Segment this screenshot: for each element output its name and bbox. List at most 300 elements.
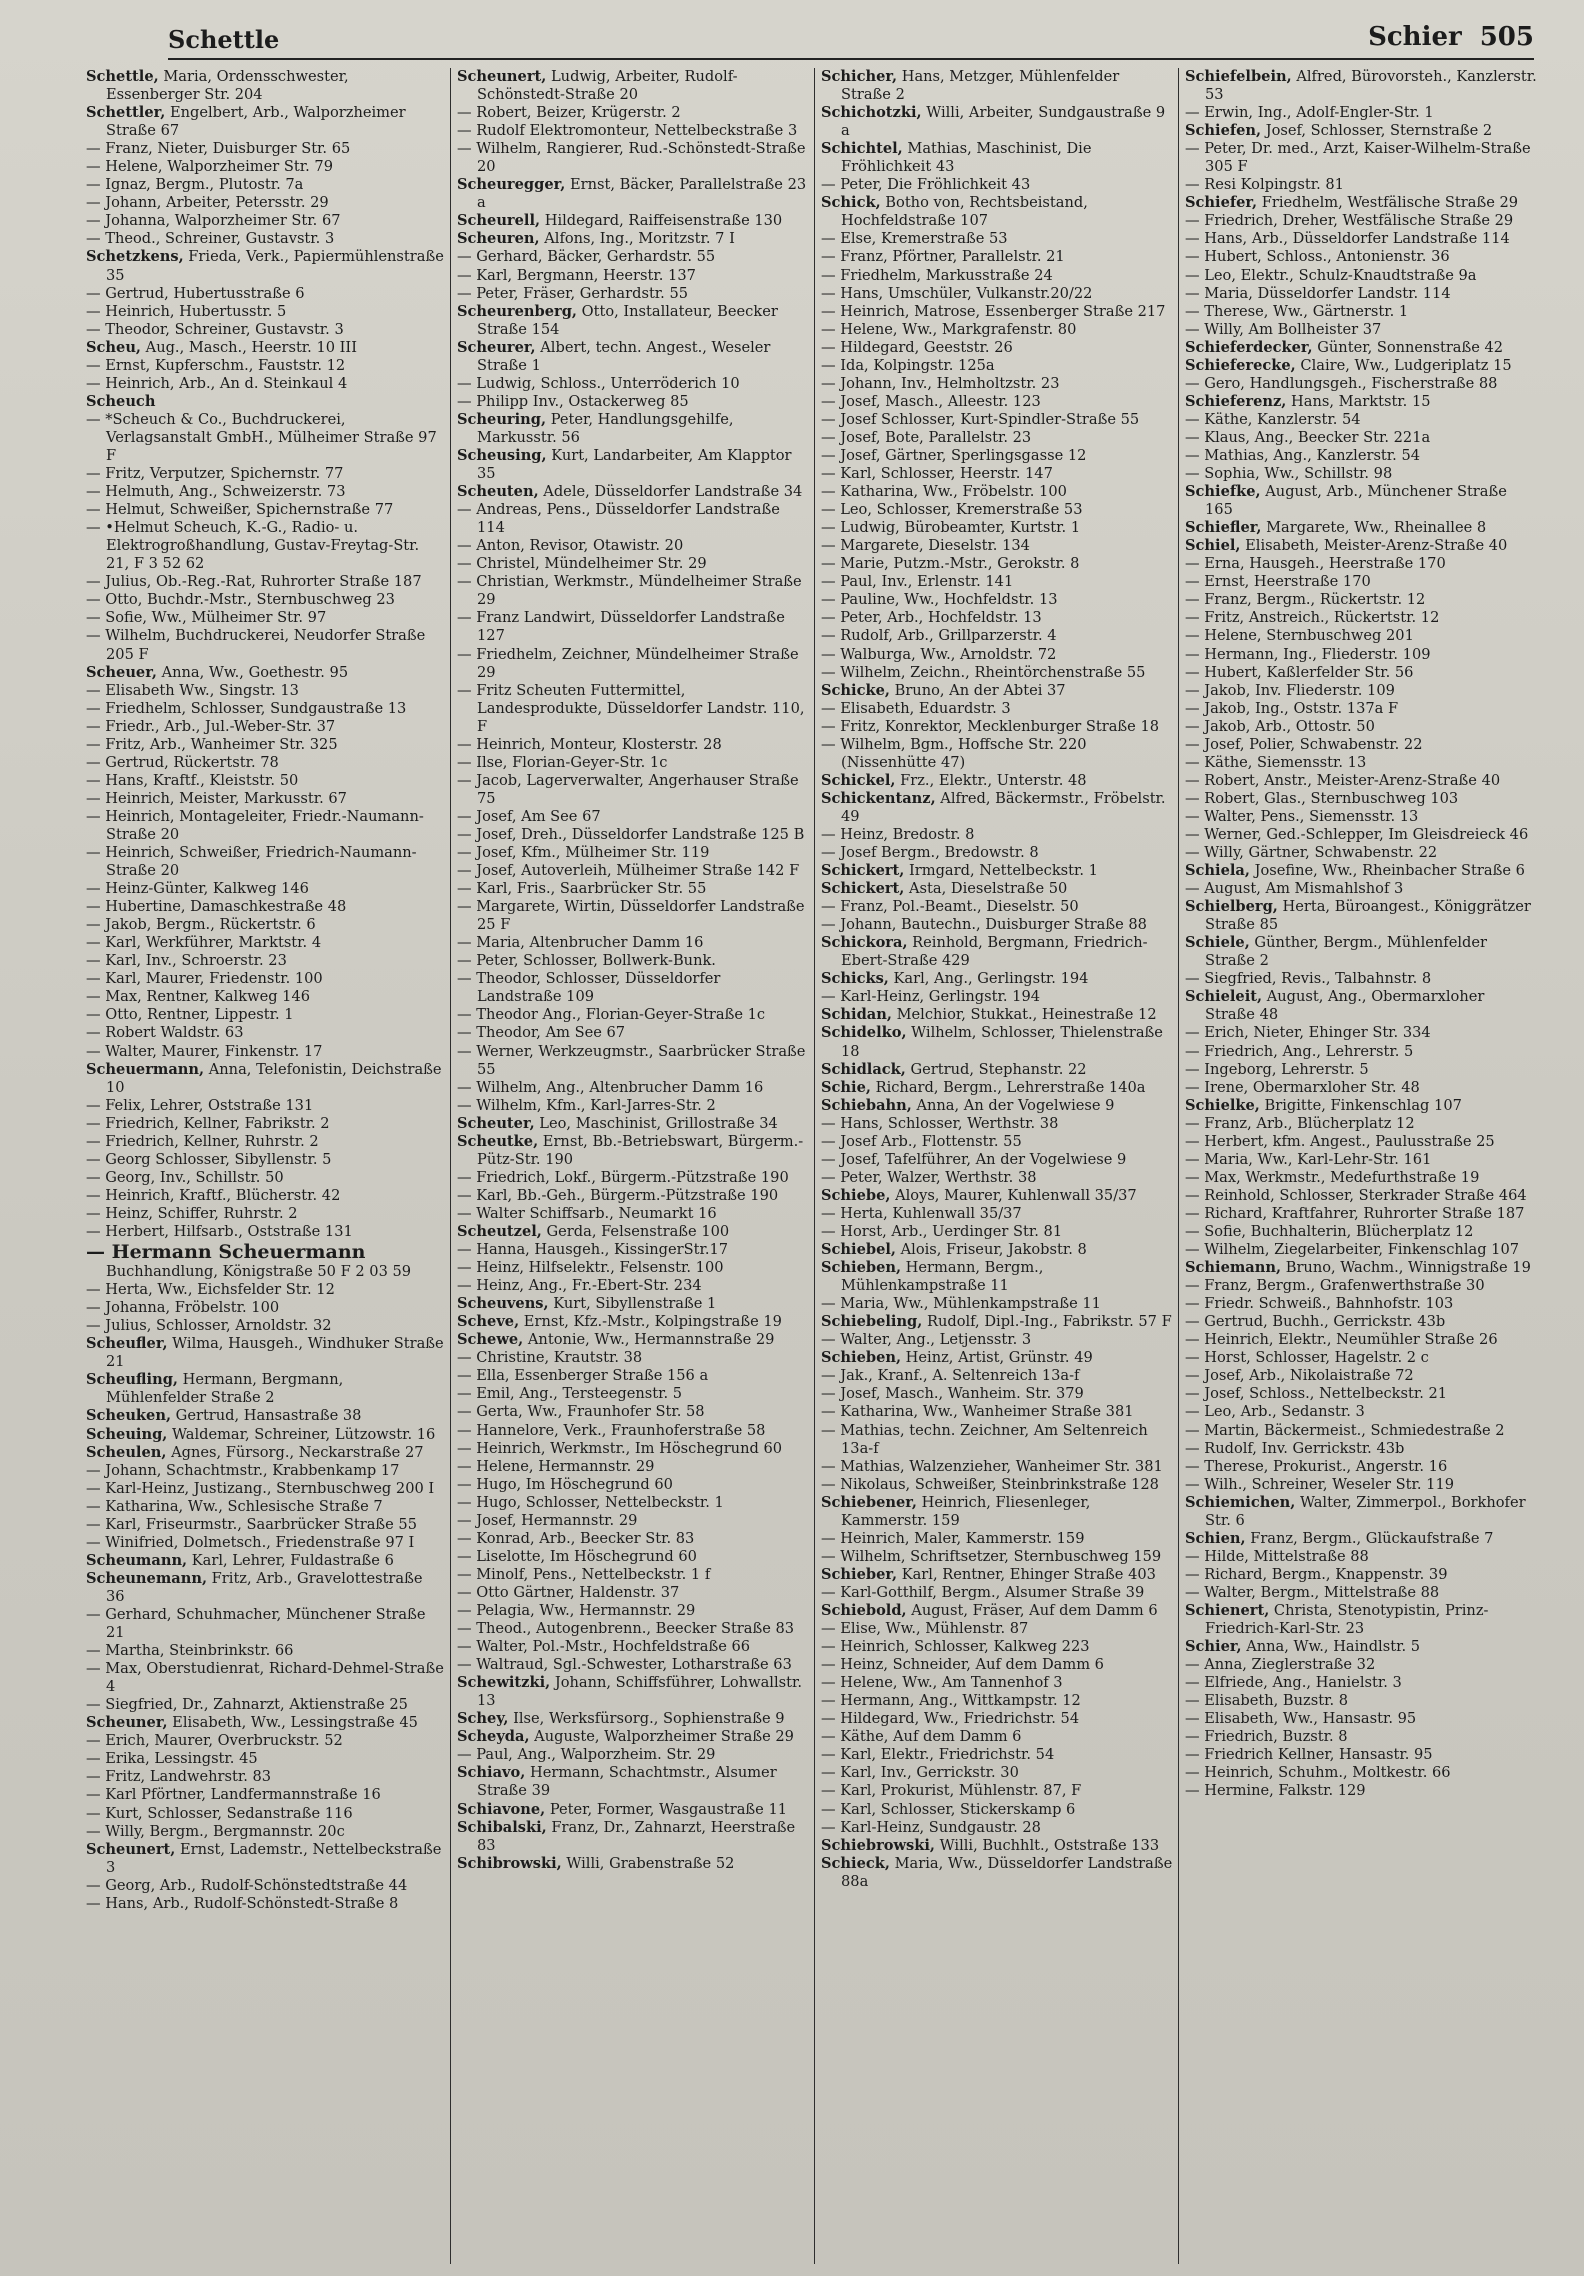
directory-entry	[1185, 646, 1537, 664]
directory-entry	[821, 591, 1173, 609]
entry-details: — Heinrich, Schlosser, Kalkweg 223	[821, 1638, 1090, 1656]
entry-surname: Schiele,	[1185, 934, 1250, 952]
entry-details: — Paul, Ang., Walporzheim. Str. 29	[457, 1746, 716, 1764]
directory-entry	[457, 375, 809, 393]
entry-details: — Helmut, Schweißer, Spichernstraße 77	[86, 501, 394, 519]
entry-details: — Therese, Ww., Gärtnerstr. 1	[1185, 302, 1409, 320]
entry-details: Hans, Marktstr. 15	[1286, 392, 1431, 410]
entry-details: — Hermann, Ing., Fliederstr. 109	[1185, 645, 1431, 663]
directory-entry	[457, 1115, 809, 1133]
entry-details: — Josef, Arb., Nikolaistraße 72	[1185, 1367, 1414, 1385]
directory-entry	[821, 411, 1173, 429]
directory-entry	[1185, 1115, 1537, 1133]
directory-entry	[86, 988, 445, 1006]
entry-details: — Jakob, Ing., Oststr. 137a F	[1185, 699, 1399, 717]
directory-entry	[86, 736, 445, 754]
entry-details: Aug., Masch., Heerstr. 10 III	[141, 338, 357, 356]
directory-entry	[86, 1133, 445, 1151]
entry-details: — Heinz, Schneider, Auf dem Damm 6	[821, 1656, 1104, 1674]
entry-details: — Heinrich, Montageleiter, Friedr.-Naumann-Straße 20	[86, 807, 424, 843]
entry-surname: Schickel,	[821, 771, 896, 789]
directory-entry	[86, 285, 445, 303]
directory-entry	[457, 393, 809, 411]
directory-entry	[821, 248, 1173, 266]
entry-details: — Christel, Mündelheimer Str. 29	[457, 555, 707, 573]
entry-surname: Schiela,	[1185, 862, 1250, 880]
entry-details: — Karl, Schlosser, Stickerskamp 6	[821, 1800, 1076, 1818]
directory-entry	[457, 1476, 809, 1494]
directory-entry	[457, 1024, 809, 1042]
entry-details: — Willy, Am Bollheister 37	[1185, 320, 1382, 338]
entry-details: — Karl, Bergmann, Heerstr. 137	[457, 266, 696, 284]
entry-surname: Schier,	[1185, 1638, 1242, 1656]
entry-details: — Karl, Prokurist, Mühlenstr. 87, F	[821, 1782, 1082, 1800]
directory-entry	[457, 1801, 809, 1819]
directory-entry	[457, 1566, 809, 1584]
entry-surname: Schickert,	[821, 880, 905, 898]
entry-details: Adele, Düsseldorfer Landstraße 34	[538, 483, 803, 501]
directory-entry	[821, 501, 1173, 519]
directory-entry	[821, 1458, 1173, 1476]
directory-entry	[821, 1837, 1173, 1855]
entry-details: — Josef, Am See 67	[457, 807, 601, 825]
directory-entry	[1185, 790, 1537, 808]
entry-details: — Peter, Arb., Hochfeldstr. 13	[821, 609, 1042, 627]
entry-details: — Erna, Hausgeh., Heerstraße 170	[1185, 555, 1446, 573]
entry-surname: Schielke,	[1185, 1096, 1260, 1114]
directory-entry	[457, 1295, 809, 1313]
entry-details: Ludwig, Arbeiter, Rudolf-Schönstedt-Straße 20	[477, 68, 738, 104]
directory-entry	[821, 736, 1173, 772]
entry-details: Engelbert, Arb., Walporzheimer Straße 67	[106, 104, 406, 140]
directory-entry	[1185, 1097, 1537, 1115]
entry-details: — Georg, Inv., Schillstr. 50	[86, 1168, 284, 1186]
directory-entry	[821, 1692, 1173, 1710]
directory-entry	[86, 1317, 445, 1335]
entry-details: Gertrud, Hansastraße 38	[171, 1407, 362, 1425]
entry-details: — Katharina, Ww., Fröbelstr. 100	[821, 483, 1067, 501]
entry-surname: Scheuter,	[457, 1114, 535, 1132]
directory-entry	[457, 1458, 809, 1476]
entry-details: — Erich, Maurer, Overbruckstr. 52	[86, 1732, 343, 1750]
entry-details: Friedhelm, Westfälische Straße 29	[1257, 194, 1519, 212]
directory-entry	[1185, 1458, 1537, 1476]
directory-entry	[86, 1299, 445, 1317]
directory-entry	[1185, 1710, 1537, 1728]
entry-surname: Schiel,	[1185, 537, 1241, 555]
entry-details: — Käthe, Siemensstr. 13	[1185, 753, 1367, 771]
entry-details: — Heinrich, Schweißer, Friedrich-Naumann-Straße 20	[86, 844, 417, 880]
directory-entry	[1185, 1151, 1537, 1169]
directory-entry	[86, 1371, 445, 1407]
directory-entry	[1185, 609, 1537, 627]
directory-entry	[86, 1115, 445, 1133]
entry-details: — Wilhelm, Rangierer, Rud.-Schönstedt-Straße 20	[457, 140, 806, 176]
directory-entry	[86, 1444, 445, 1462]
directory-entry	[457, 1367, 809, 1385]
entry-surname: Schick,	[821, 194, 881, 212]
directory-entry	[821, 1006, 1173, 1024]
directory-entry	[457, 1187, 809, 1205]
directory-entry	[457, 1530, 809, 1548]
directory-entry	[1185, 1728, 1537, 1746]
entry-details: — Erwin, Ing., Adolf-Engler-Str. 1	[1185, 104, 1434, 122]
entry-details: — Johann, Bautechn., Duisburger Straße 88	[821, 916, 1147, 934]
directory-entry	[86, 1187, 445, 1205]
entry-details: — Friedhelm, Schlosser, Sundgaustraße 13	[86, 699, 407, 717]
entry-surname: Schettle,	[86, 68, 159, 85]
entry-surname: Scheunert,	[86, 1840, 176, 1858]
entry-details: Ilse, Werksfürsorg., Sophienstraße 9	[508, 1710, 785, 1728]
entry-details: — Walter, Pens., Siemensstr. 13	[1185, 807, 1419, 825]
entry-surname: Scheuvens,	[457, 1295, 549, 1313]
directory-entry	[1185, 176, 1537, 194]
entry-details: — Robert Waldstr. 63	[86, 1024, 244, 1042]
entry-details: — Mathias, techn. Zeichner, Am Seltenreich 13a-f	[821, 1421, 1148, 1457]
entry-details: — Liselotte, Im Höschegrund 60	[457, 1547, 697, 1565]
entry-details: — Resi Kolpingstr. 81	[1185, 176, 1344, 194]
entry-details: — Ludwig, Bürobeamter, Kurtstr. 1	[821, 519, 1081, 537]
entry-surname: Schieck,	[821, 1854, 890, 1872]
entry-details: — *Scheuch & Co., Buchdruckerei, Verlagsanstalt GmbH., Mülheimer Straße 97 F	[86, 410, 437, 464]
entry-details: — Christian, Werkmstr., Mündelheimer Straße 29	[457, 573, 802, 609]
entry-details: — Reinhold, Schlosser, Sterkrader Straße 464	[1185, 1186, 1527, 1204]
entry-details: — Peter, Die Fröhlichkeit 43	[821, 176, 1031, 194]
entry-details: — Ernst, Kupferschm., Fauststr. 12	[86, 356, 346, 374]
directory-entry	[821, 1710, 1173, 1728]
directory-entry	[86, 1169, 445, 1187]
directory-entry	[1185, 664, 1537, 682]
directory-entry	[1185, 1169, 1537, 1187]
entry-details: — Ludwig, Schloss., Unterröderich 10	[457, 374, 740, 392]
directory-entry	[821, 1151, 1173, 1169]
directory-entry	[1185, 573, 1537, 591]
entry-details: — Hubertine, Damaschkestraße 48	[86, 898, 347, 916]
directory-entry	[1185, 1566, 1537, 1584]
directory-entry	[86, 158, 445, 176]
entry-details: Karl, Lehrer, Fuldastraße 6	[187, 1551, 394, 1569]
directory-entry	[86, 303, 445, 321]
entry-details: Hans, Metzger, Mühlenfelder Straße 2	[841, 68, 1120, 104]
directory-entry	[457, 1205, 809, 1223]
entry-details: — Gertrud, Rückertstr. 78	[86, 753, 279, 771]
entry-details: — Georg, Arb., Rudolf-Schönstedtstraße 44	[86, 1876, 408, 1894]
entry-details: — Friedrich Kellner, Hansastr. 95	[1185, 1746, 1433, 1764]
directory-entry	[457, 212, 809, 230]
directory-entry	[1185, 1205, 1537, 1223]
directory-entry	[821, 1548, 1173, 1566]
entry-surname: Scheuing,	[86, 1425, 168, 1443]
directory-entry	[1185, 555, 1537, 573]
directory-entry	[1185, 1656, 1537, 1674]
entry-surname: Scheufler,	[86, 1335, 168, 1353]
directory-entry	[86, 844, 445, 880]
entry-details: Fritz, Arb., Gravelottestraße 36	[106, 1569, 423, 1605]
directory-entry	[86, 880, 445, 898]
directory-entry	[86, 321, 445, 339]
entry-details: — Willy, Bergm., Bergmannstr. 20c	[86, 1822, 345, 1840]
entry-details: — Wilhelm, Buchdruckerei, Neudorfer Straße 205 F	[86, 627, 426, 663]
entry-details: — Käthe, Auf dem Damm 6	[821, 1728, 1022, 1746]
directory-entry	[821, 1602, 1173, 1620]
entry-details: — Hugo, Im Höschegrund 60	[457, 1475, 673, 1493]
entry-details: — Elisabeth, Buzstr. 8	[1185, 1692, 1349, 1710]
directory-entry	[1185, 1367, 1537, 1385]
entry-details: — Elisabeth Ww., Singstr. 13	[86, 681, 299, 699]
directory-entry	[86, 212, 445, 230]
entry-details: — Karl, Fris., Saarbrücker Str. 55	[457, 880, 707, 898]
entry-details: — Elfriede, Ang., Hanielstr. 3	[1185, 1674, 1402, 1692]
entry-details: — Wilhelm, Ang., Altenbrucher Damm 16	[457, 1078, 764, 1096]
entry-details: Gertrud, Stephanstr. 22	[905, 1060, 1087, 1078]
directory-entry	[821, 1259, 1173, 1295]
entry-surname: Schiemichen,	[1185, 1493, 1296, 1511]
entry-details: — Otto, Rentner, Lippestr. 1	[86, 1006, 294, 1024]
directory-entry	[821, 1855, 1173, 1891]
entry-details: Franz, Dr., Zahnarzt, Heerstraße 83	[477, 1818, 796, 1854]
directory-entry	[457, 1331, 809, 1349]
entry-details: — Maria, Ww., Karl-Lehr-Str. 161	[1185, 1150, 1432, 1168]
entry-details: Alfred, Bäckermstr., Fröbelstr. 49	[841, 789, 1166, 825]
entry-details: Brigitte, Finkenschlag 107	[1259, 1096, 1462, 1114]
directory-entry	[1185, 1638, 1537, 1656]
entry-details: Claire, Ww., Ludgeriplatz 15	[1295, 356, 1512, 374]
entry-surname: Scheunemann,	[86, 1569, 208, 1587]
entry-details: — Ignaz, Bergm., Plutostr. 7a	[86, 176, 304, 194]
directory-entry	[457, 1548, 809, 1566]
entry-details: — Kurt, Schlosser, Sedanstraße 116	[86, 1804, 353, 1822]
directory-entry	[457, 483, 809, 501]
directory-entry	[821, 1097, 1173, 1115]
entry-details: — Herta, Ww., Eichsfelder Str. 12	[86, 1281, 335, 1299]
page-header	[168, 18, 1534, 60]
entry-details: — Gerhard, Schuhmacher, Münchener Straße 21	[86, 1605, 426, 1642]
entry-details: — Johann, Schachtmstr., Krabbenkamp 17	[86, 1461, 400, 1479]
entry-details: — Walter, Ang., Letjensstr. 3	[821, 1331, 1032, 1349]
entry-details: — Heinz, Bredostr. 8	[821, 825, 975, 843]
entry-details: — Friedr. Schweiß., Bahnhofstr. 103	[1185, 1295, 1454, 1313]
entry-details: August, Fräser, Auf dem Damm 6	[906, 1601, 1158, 1619]
directory-entry	[86, 339, 445, 357]
entry-details: — August, Am Mismahlshof 3	[1185, 880, 1404, 898]
entry-surname: Scheulen,	[86, 1443, 167, 1461]
entry-details: — Philipp Inv., Ostackerweg 85	[457, 392, 689, 410]
column-2	[450, 68, 814, 2264]
directory-entry	[1185, 898, 1537, 934]
directory-entry	[821, 1061, 1173, 1079]
entry-surname: Scheve,	[457, 1313, 520, 1331]
directory-entry	[457, 339, 809, 375]
directory-entry	[1185, 826, 1537, 844]
directory-entry	[457, 1133, 809, 1169]
entry-details: — Theod., Schreiner, Gustavstr. 3	[86, 230, 335, 248]
directory-entry	[457, 285, 809, 303]
entry-surname: Schiebahn,	[821, 1096, 912, 1114]
directory-entry	[1185, 1024, 1537, 1042]
entry-details: — Käthe, Kanzlerstr. 54	[1185, 410, 1361, 428]
directory-entry	[1185, 140, 1537, 176]
directory-entry	[821, 1476, 1173, 1494]
entry-details: — Mathias, Walzenzieher, Wanheimer Str. 381	[821, 1457, 1163, 1475]
directory-entry	[821, 267, 1173, 285]
header-right	[1368, 22, 1534, 52]
directory-entry	[1185, 321, 1537, 339]
entry-details: — Konrad, Arb., Beecker Str. 83	[457, 1529, 695, 1547]
entry-details: — Karl, Friseurmstr., Saarbrücker Straße 55	[86, 1515, 418, 1533]
entry-surname: Schiefke,	[1185, 483, 1261, 501]
directory-entry	[86, 68, 445, 104]
entry-surname: Scheutke,	[457, 1132, 539, 1150]
directory-entry	[86, 1805, 445, 1823]
entry-details: Maria, Ww., Düsseldorfer Landstraße 88a	[841, 1854, 1173, 1890]
directory-entry	[1185, 591, 1537, 609]
entry-details: Peter, Former, Wasgaustraße 11	[545, 1800, 788, 1818]
entry-details: — Helene, Walporzheimer Str. 79	[86, 158, 333, 176]
entry-details: — Fritz, Anstreich., Rückertstr. 12	[1185, 609, 1440, 627]
directory-entry	[821, 1133, 1173, 1151]
directory-entry	[86, 790, 445, 808]
directory-entry	[1185, 1259, 1537, 1277]
entry-details: — Hannelore, Verk., Fraunhoferstraße 58	[457, 1421, 766, 1439]
entry-surname: Scheufling,	[86, 1371, 178, 1389]
directory-entry	[86, 357, 445, 375]
entry-details: — Sofie, Buchhalterin, Blücherplatz 12	[1185, 1223, 1474, 1240]
entry-details: Rudolf, Dipl.-Ing., Fabrikstr. 57 F	[922, 1313, 1172, 1331]
entry-details: — Fritz Scheuten Futtermittel, Landesprodukte, Düsseldorfer Landstr. 110, F	[457, 681, 805, 735]
directory-entry	[86, 898, 445, 916]
entry-details: Antonie, Ww., Hermannstraße 29	[523, 1331, 775, 1349]
entry-details: — Josef, Kfm., Mülheimer Str. 119	[457, 844, 710, 862]
directory-entry	[86, 194, 445, 212]
entry-surname: Schiebold,	[821, 1601, 907, 1619]
entry-surname: Schicks,	[821, 970, 889, 988]
entry-details: — Josef Arb., Flottenstr. 55	[821, 1132, 1022, 1150]
entry-details: — Christine, Krautstr. 38	[457, 1349, 643, 1367]
directory-entry	[457, 501, 809, 537]
entry-details: Frz., Elektr., Unterstr. 48	[895, 771, 1087, 789]
entry-details: Heinrich, Fliesenleger, Kammerstr. 159	[841, 1493, 1091, 1529]
entry-details: — Wilhelm, Bgm., Hoffsche Str. 220 (Nissenhütte 47)	[821, 735, 1087, 771]
directory-entry	[821, 1566, 1173, 1584]
entry-details: — Mathias, Ang., Kanzlerstr. 54	[1185, 446, 1421, 464]
directory-entry	[821, 898, 1173, 916]
directory-entry	[457, 1710, 809, 1728]
entry-details: Margarete, Ww., Rheinallee 8	[1261, 519, 1487, 537]
entry-details: — Leo, Schlosser, Kremerstraße 53	[821, 501, 1083, 519]
directory-entry	[1185, 754, 1537, 772]
entry-details: August, Ang., Obermarxloher Straße 48	[1205, 988, 1485, 1024]
directory-entry	[1185, 1277, 1537, 1295]
directory-entry	[86, 1660, 445, 1696]
directory-entry	[821, 1638, 1173, 1656]
entry-details: — Hildegard, Geeststr. 26	[821, 338, 1013, 356]
directory-entry	[457, 230, 809, 248]
directory-entry	[821, 1746, 1173, 1764]
entry-details: Richard, Bergm., Lehrerstraße 140a	[870, 1078, 1146, 1096]
entry-surname: Scheutzel,	[457, 1223, 542, 1240]
directory-entry	[1185, 104, 1537, 122]
directory-entry	[457, 140, 809, 176]
directory-entry	[86, 140, 445, 158]
entry-details: — Martin, Bäckermeist., Schmiedestraße 2	[1185, 1421, 1505, 1439]
directory-entry	[821, 357, 1173, 375]
directory-entry	[821, 519, 1173, 537]
directory-entry	[1185, 1584, 1537, 1602]
directory-entry	[86, 1024, 445, 1042]
entry-details: — Julius, Ob.-Reg.-Rat, Ruhrorter Straße 187	[86, 573, 422, 591]
entry-details: — Nikolaus, Schweißer, Steinbrinkstraße 128	[821, 1475, 1159, 1493]
directory-entry	[1185, 465, 1537, 483]
directory-entry	[86, 1877, 445, 1895]
directory-entry	[457, 537, 809, 555]
directory-entry	[1185, 339, 1537, 357]
entry-details: — Friedrich, Kellner, Fabrikstr. 2	[86, 1114, 330, 1132]
entry-details: — Heinrich, Maler, Kammerstr. 159	[821, 1529, 1085, 1547]
directory-entry	[821, 1422, 1173, 1458]
directory-entry	[457, 1602, 809, 1620]
entry-details: — Ernst, Heerstraße 170	[1185, 573, 1371, 591]
entry-details: — Wilhelm, Schriftsetzer, Sternbuschweg 159	[821, 1547, 1162, 1565]
directory-entry	[1185, 68, 1537, 104]
entry-details: — Helene, Ww., Markgrafenstr. 80	[821, 320, 1077, 338]
directory-entry	[86, 772, 445, 790]
directory-entry	[457, 1494, 809, 1512]
directory-entry	[457, 1584, 809, 1602]
entry-details: — Josef, Masch., Alleestr. 123	[821, 392, 1041, 410]
directory-entry	[1185, 194, 1537, 212]
entry-details: Alfred, Bürovorsteh., Kanzlerstr. 53	[1205, 68, 1537, 104]
directory-entry	[821, 393, 1173, 411]
entry-details: — Siegfried, Revis., Talbahnstr. 8	[1185, 970, 1432, 988]
entry-details: — Josef, Gärtner, Sperlingsgasse 12	[821, 446, 1087, 464]
entry-surname: Schidan,	[821, 1006, 892, 1024]
entry-details: — Gerta, Ww., Fraunhofer Str. 58	[457, 1403, 705, 1421]
entry-details: — Franz, Bergm., Rückertstr. 12	[1185, 591, 1426, 609]
directory-entry	[457, 736, 809, 754]
entry-surname: Schiefelbein,	[1185, 68, 1292, 85]
directory-entry	[457, 573, 809, 609]
directory-entry	[86, 682, 445, 700]
entry-details: Willi, Buchhlt., Oststraße 133	[935, 1836, 1160, 1854]
directory-entry	[86, 1606, 445, 1642]
entry-surname: Schiebe,	[821, 1186, 891, 1204]
entry-surname: Schie,	[821, 1078, 871, 1096]
directory-entry	[1185, 988, 1537, 1024]
entry-details: — Friedhelm, Markusstraße 24	[821, 266, 1053, 284]
directory-entry	[1185, 1530, 1537, 1548]
directory-entry	[457, 754, 809, 772]
entry-surname: Schey,	[457, 1710, 509, 1728]
entry-details: — Franz, Pförtner, Parallelstr. 21	[821, 248, 1065, 266]
entry-details: — Gerhard, Bäcker, Gerhardstr. 55	[457, 248, 716, 266]
directory-entry	[86, 501, 445, 519]
directory-entry	[1185, 1133, 1537, 1151]
entry-details: — Robert, Beizer, Krügerstr. 2	[457, 104, 681, 122]
entry-surname: Schibrowski,	[457, 1854, 562, 1872]
entry-details: — Helmuth, Ang., Schweizerstr. 73	[86, 483, 346, 501]
entry-surname: Schickert,	[821, 862, 905, 880]
directory-entry	[1185, 122, 1537, 140]
directory-entry	[457, 952, 809, 970]
entry-details: Hildegard, Raiffeisenstraße 130	[540, 212, 783, 230]
entry-surname: Schiavone,	[457, 1800, 546, 1818]
entry-details: — Josef, Dreh., Düsseldorfer Landstraße 125 B	[457, 825, 805, 843]
column-3	[814, 68, 1178, 2264]
entry-details: Waldemar, Schreiner, Lützowstr. 16	[167, 1425, 436, 1443]
directory-entry	[821, 339, 1173, 357]
directory-entry	[457, 1620, 809, 1638]
entry-surname: Schieber,	[821, 1565, 898, 1583]
